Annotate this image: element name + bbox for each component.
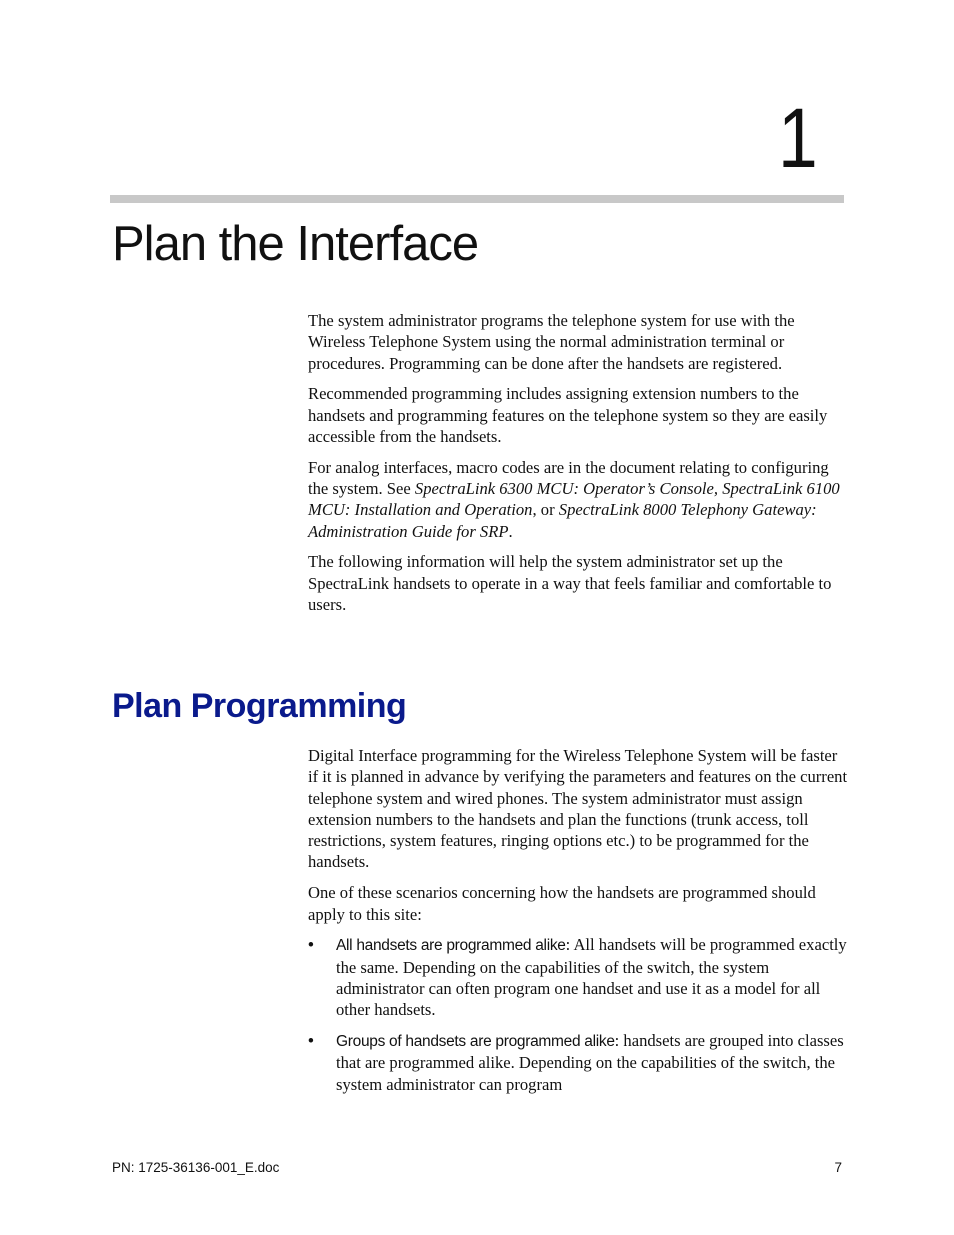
list-item-lead-in: Groups of handsets are programmed alike (336, 1033, 615, 1051)
intro-text (308, 310, 848, 625)
section-paragraph-2: One of these scenarios concerning how the handsets are programmed should apply to this site: (308, 883, 816, 924)
intro-paragraph-2: Recommended programming includes assigning extension numbers to the handsets and programming features on the telephone system so they are easily accessible from the handsets. (308, 384, 828, 446)
list-item-text: : handsets are grouped into classes that are programmed alike. Depending on the capabilities of the switch, the system administrator can program (336, 1031, 844, 1094)
doc-reference-1: SpectraLink 6300 MCU: Operator’s Console, SpectraLink 6100 MCU: Installation and Operation (308, 479, 840, 520)
section-paragraph-1: Digital Interface programming for the Wireless Telephone System will be faster if it is planned in advance by verifying the parameters and features on the current telephone system and wired phones. The system administrator must assign extension numbers to the handsets and plan the functions (trunk access, toll restrictions, system features, ringing options etc.) to be programmed for the handsets. (308, 746, 848, 872)
list-item (308, 1030, 848, 1095)
section-text (308, 745, 848, 1104)
chapter-number: 1 (778, 91, 818, 185)
bullet-icon: • (308, 935, 314, 955)
intro-paragraph-1: The system administrator programs the telephone system for use with the Wireless Telephone System using the normal administration terminal or procedures. Programming can be done after the handsets are registered. (308, 311, 795, 373)
footer-doc-id: PN: 1725-36136-001_E.doc (112, 1160, 280, 1175)
footer-page-number: 7 (834, 1160, 842, 1175)
chapter-title: Plan the Interface (112, 217, 479, 271)
chapter-rule (110, 195, 844, 203)
intro-paragraph-3-text-a: For analog interfaces, macro codes are in the document relating to configuring the system. See (308, 457, 829, 499)
intro-paragraph-4: The following information will help the system administrator set up the SpectraLink handsets to operate in a way that feels familiar and comfortable to users. (308, 552, 832, 615)
list-item-text: : All handsets will be programmed exactly the same. Depending on the capabilities of the switch, the system administrator can often program one handset and use it as a model for all other handsets. (336, 935, 847, 1020)
list-item (308, 934, 848, 1020)
intro-paragraph-3-text-c: . (508, 521, 513, 541)
doc-reference-2: SpectraLink 8000 Telephony Gateway: Administration Guide for SRP (308, 500, 817, 541)
page-footer (112, 1160, 842, 1180)
intro-paragraph-3-text-b: , or (532, 500, 559, 520)
scenario-list (308, 934, 848, 1095)
section-heading: Plan Programming (112, 687, 407, 725)
bullet-icon: • (308, 1031, 314, 1051)
list-item-lead-in: All handsets are programmed alike (336, 937, 566, 955)
intro-paragraph-3 (308, 457, 848, 542)
